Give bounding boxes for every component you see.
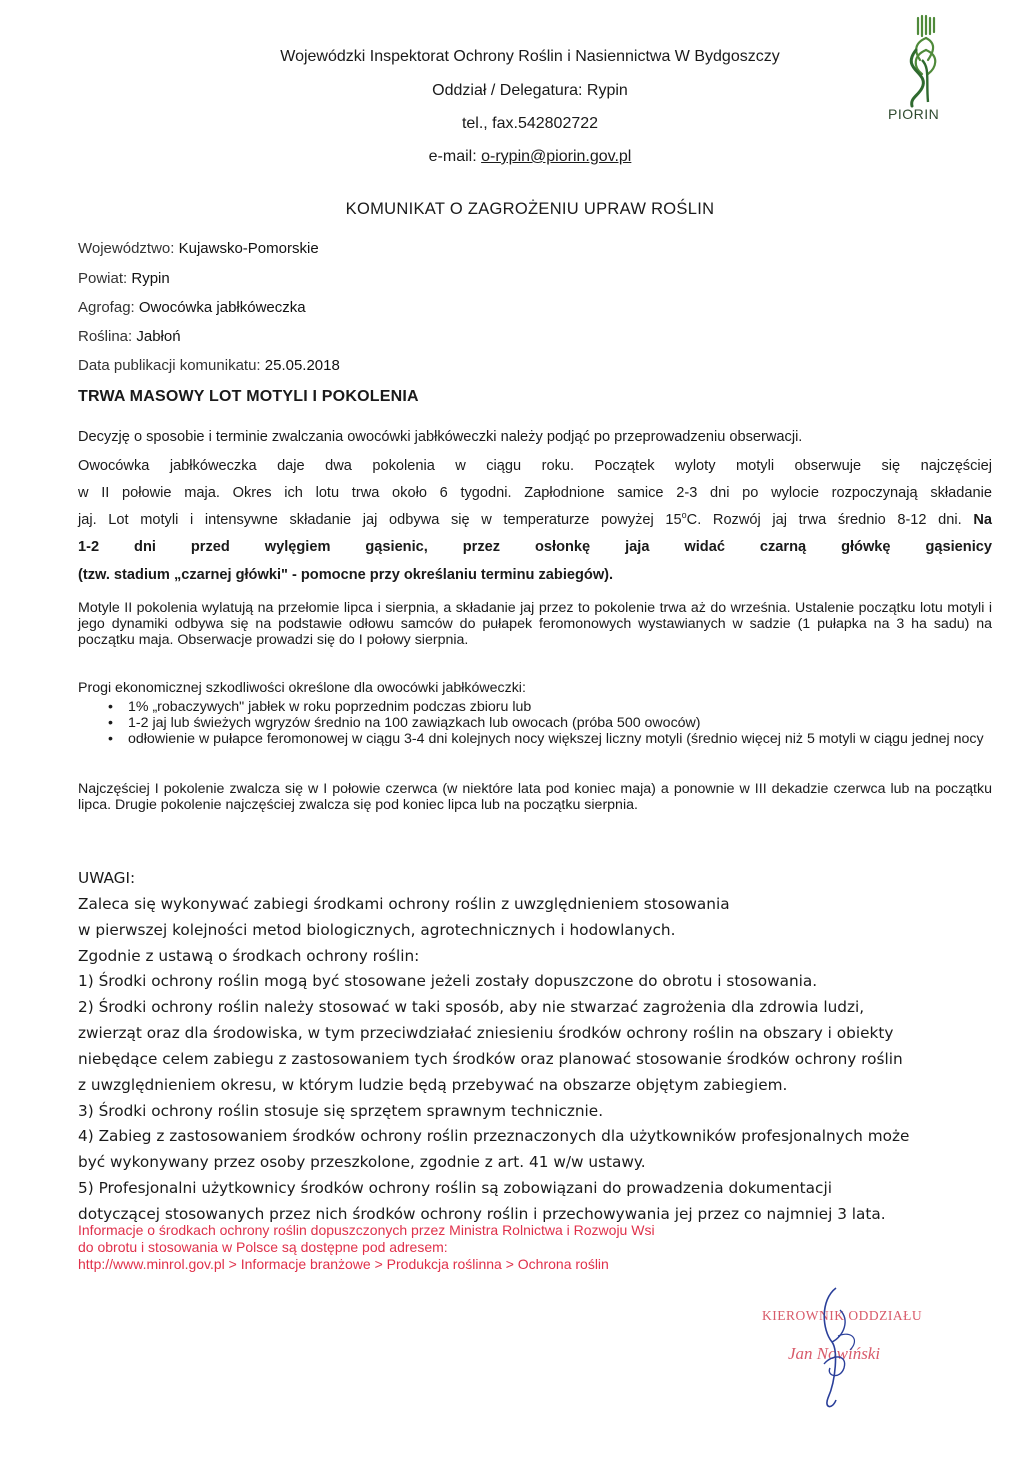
remarks-line: 1) Środki ochrony roślin mogą być stosowane jeżeli zostały dopuszczone do obrotu i stosowania. bbox=[78, 972, 818, 991]
stamp-title: KIEROWNIK ODDZIAŁU bbox=[762, 1308, 923, 1323]
handwritten-signature bbox=[740, 1280, 960, 1420]
meta-label: Województwo: bbox=[78, 240, 179, 257]
meta-value: Jabłoń bbox=[136, 328, 181, 345]
remarks-section bbox=[78, 866, 992, 1228]
remarks-line: z uwzględnieniem okresu, w którym ludzie będą przebywać na obszarze objętym zabiegiem. bbox=[78, 1075, 788, 1094]
branch-name: Oddział / Delegatura: Rypin bbox=[432, 82, 628, 99]
remarks-heading: UWAGI: bbox=[78, 869, 136, 887]
meta-voivodeship bbox=[78, 240, 319, 257]
meta-value: Rypin bbox=[131, 270, 170, 287]
remarks-line: niebędące celem zabiegu z zastosowaniem tych środków oraz planować stosowanie środków ochrony roślin bbox=[78, 1049, 903, 1068]
remarks-line: dotyczącej stosowanych przez nich środków ochrony roślin i przechowywania jej przez co najmniej 3 lata. bbox=[78, 1204, 886, 1223]
body-bold-line: (tzw. stadium „czarnej główki" - pomocne przy określaniu terminu zabiegów). bbox=[78, 566, 614, 583]
remarks-line: Zaleca się wykonywać zabiegi środkami ochrony roślin z uwzględnieniem stosowania bbox=[78, 894, 730, 913]
remarks-line: 4) Zabieg z zastosowaniem środków ochrony roślin przeznaczonych dla użytkowników profesjonalnych może bbox=[78, 1127, 910, 1146]
meta-date bbox=[78, 357, 340, 374]
wheat-icon bbox=[882, 10, 962, 110]
list-item: • odłowienie w pułapce feromonowej w ciągu 3-4 dni kolejnych nocy większej liczny motyli (średnio więcej niż 5 motyli w ciągu jednej nocy bbox=[108, 732, 992, 748]
body-line: w II połowie maja. Okres ich lotu trwa około 6 tygodni. Zapłodnione samice 2-3 dni po wylocie rozpoczynają składanie bbox=[78, 485, 992, 502]
threshold-list bbox=[108, 700, 992, 748]
body-paragraph-5: Najczęściej I pokolenie zwalcza się w I połowie czerwca (w niektóre lata pod koniec maja) a ponownie w III dekadzie czerwca lub na początku lipca. Drugie pokolenie najczęściej zwalcza się pod koniec lipca lub na początku sierpnia. bbox=[78, 781, 992, 813]
logo-text: PIORIN bbox=[888, 106, 940, 122]
meta-county bbox=[78, 270, 170, 287]
institution-name: Wojewódzki Inspektorat Ochrony Roślin i Nasiennictwa W Bydgoszczy bbox=[280, 48, 780, 65]
phone-fax: tel., fax.542802722 bbox=[461, 115, 599, 132]
remarks-line: być wykonywany przez osoby przeszkolone, zgodnie z art. 41 w/w ustawy. bbox=[78, 1153, 646, 1172]
body-line bbox=[78, 507, 992, 534]
meta-value: Owocówka jabłkóweczka bbox=[138, 299, 306, 316]
piorin-logo bbox=[882, 10, 962, 140]
body-paragraph-2 bbox=[78, 453, 992, 589]
body-line: Owocówka jabłkóweczka daje dwa pokolenia w ciągu roku. Początek wyloty motyli obserwuje się najczęściej bbox=[78, 458, 992, 474]
list-item: • 1-2 jaj lub świeżych wgryzów średnio na 100 zawiązkach lub owocach (próba 500 owoców) bbox=[108, 716, 992, 732]
meta-pest bbox=[78, 299, 306, 316]
remarks-line: w pierwszej kolejności metod biologicznych, agrotechnicznych i hodowlanych. bbox=[78, 920, 676, 939]
meta-value: 25.05.2018 bbox=[264, 357, 340, 374]
info-notice bbox=[78, 1222, 878, 1272]
info-line: Informacje o środkach ochrony roślin dopuszczonych przez Ministra Rolnictwa i Rozwoju Wsi bbox=[78, 1222, 655, 1238]
body-paragraph-4: Progi ekonomicznej szkodliwości określone dla owocówki jabłkóweczki: bbox=[78, 680, 526, 696]
remarks-line: zwierząt oraz dla środowiska, w tym przeciwdziałać zniesieniu środków ochrony roślin na obszary i obiekty bbox=[78, 1024, 894, 1043]
body-text: jaj. Lot motyli i intensywne składanie jaj odbywa się w temperaturze powyżej 15 bbox=[78, 512, 682, 529]
meta-label: Roślina: bbox=[78, 328, 137, 345]
page-title: KOMUNIKAT O ZAGROŻENIU UPRAW ROŚLIN bbox=[345, 200, 715, 218]
remarks-line: 3) Środki ochrony roślin stosuje się sprzętem sprawnym technicznie. bbox=[78, 1101, 604, 1120]
body-bold-line: 1-2 dni przed wylęgiem gąsienic, przez osłonkę jaja widać czarną główkę gąsienicy bbox=[78, 539, 992, 556]
meta-plant bbox=[78, 328, 181, 345]
remarks-line: 5) Profesjonalni użytkownicy środków ochrony roślin są zobowiązani do prowadzenia dokumentacji bbox=[78, 1179, 832, 1198]
list-item: • 1% „robaczywych" jabłek w roku poprzednim podczas zbioru lub bbox=[108, 700, 992, 716]
email-label: e-mail: bbox=[428, 148, 482, 165]
section-subtitle: TRWA MASOWY LOT MOTYLI I POKOLENIA bbox=[78, 388, 419, 405]
info-line: do obrotu i stosowania w Polsce są dostępne pod adresem: bbox=[78, 1238, 448, 1255]
meta-label: Agrofag: bbox=[78, 299, 139, 316]
body-text: C. Rozwój jaj trwa średnio 8-12 dni. bbox=[686, 512, 974, 529]
body-paragraph-1: Decyzję o sposobie i terminie zwalczania owocówki jabłkóweczki należy podjąć po przeprowadzeniu obserwacji. bbox=[78, 429, 803, 445]
body-bold: Na bbox=[973, 512, 993, 529]
info-link[interactable]: http://www.minrol.gov.pl > Informacje branżowe > Produkcja roślinna > Ochrona roślin bbox=[78, 1255, 609, 1272]
signature-stamp bbox=[740, 1280, 960, 1420]
meta-value: Kujawsko-Pomorskie bbox=[178, 240, 319, 257]
stamp-name: Jan Nowiński bbox=[788, 1344, 881, 1363]
remarks-line: Zgodnie z ustawą o środkach ochrony roślin: bbox=[78, 946, 420, 965]
degree-sup: o bbox=[681, 510, 687, 521]
email-line bbox=[160, 148, 900, 166]
remarks-line: 2) Środki ochrony roślin należy stosować w taki sposób, aby nie stwarzać zagrożenia dla zdrowia ludzi, bbox=[78, 998, 865, 1017]
meta-label: Powiat: bbox=[78, 270, 132, 287]
email-link[interactable]: o-rypin@piorin.gov.pl bbox=[481, 148, 632, 165]
meta-label: Data publikacji komunikatu: bbox=[78, 357, 265, 374]
body-paragraph-3: Motyle II pokolenia wylatują na przełomie lipca i sierpnia, a składanie jaj przez to pokolenie trwa aż do września. Ustalenie początku lotu motyli i jego dynamiki odbywa się na podstawie odłowu samców do pułapek feromonowych wystawianych w sadzie (1 pułapka na 3 ha sadu) na początku maja. Obserwacje prowadzi się do I połowy sierpnia. bbox=[78, 600, 992, 648]
